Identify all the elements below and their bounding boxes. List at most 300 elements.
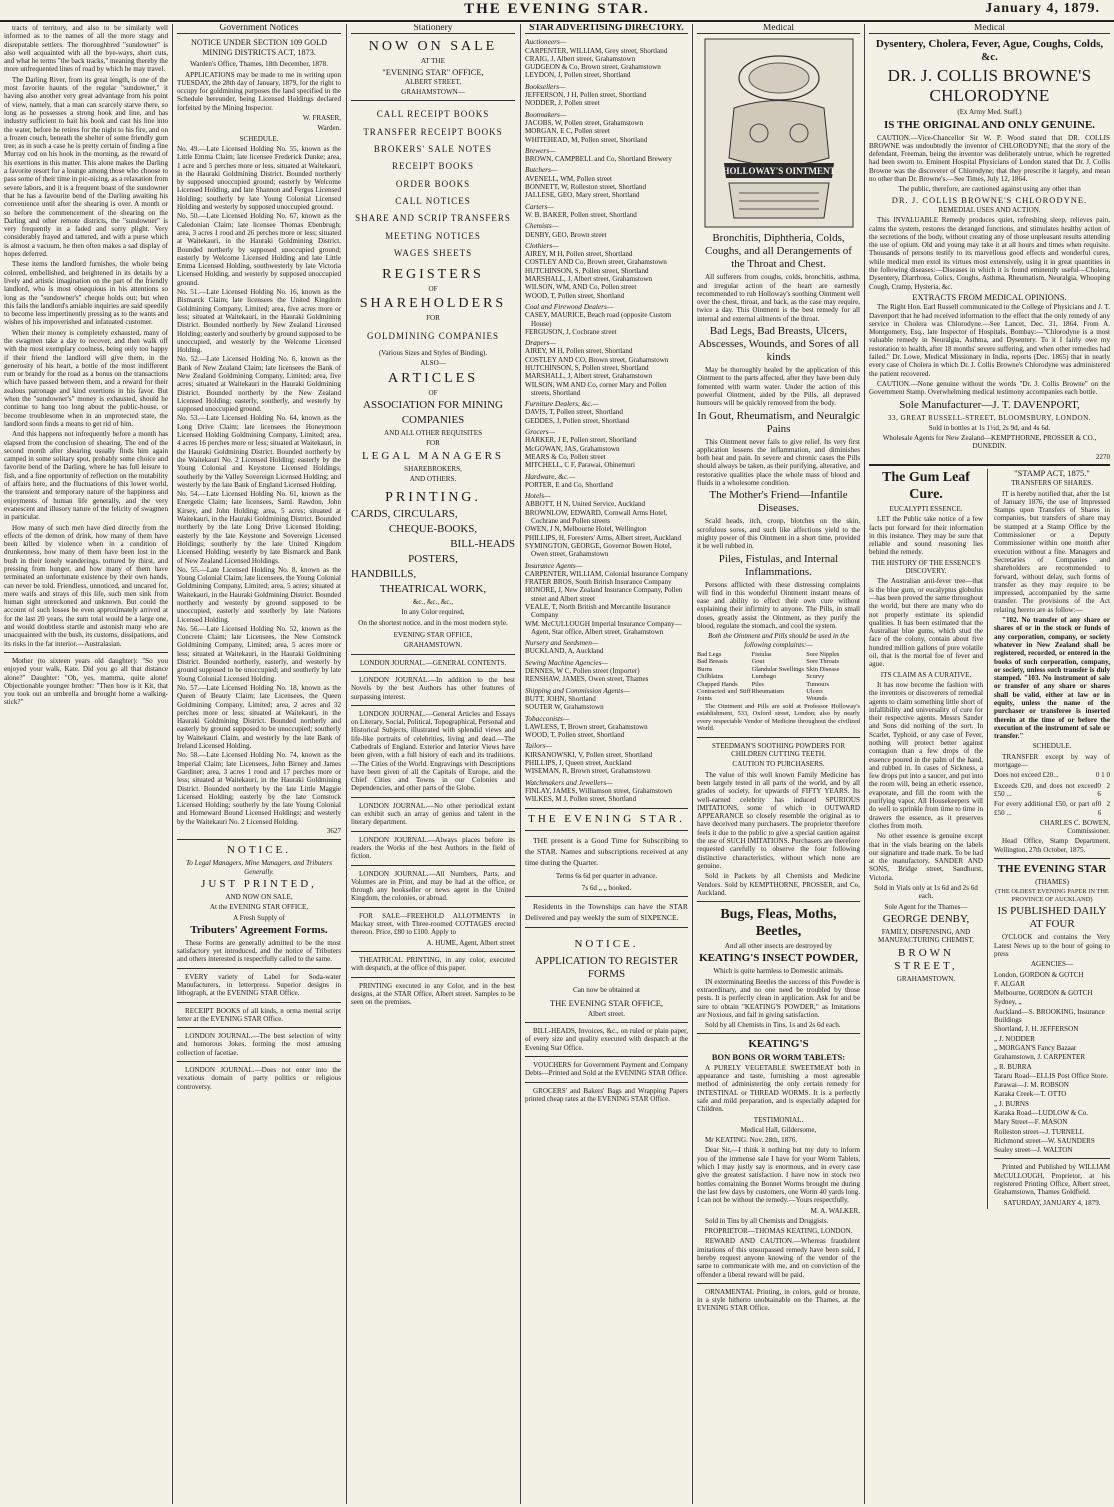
office-text: THE EVENING STAR OFFICE, (549, 998, 664, 1009)
ailment-item: Chilblains (697, 673, 724, 681)
story-paragraph: How many of such men have died directly from the effects of the demon of drink, how many of them have been killed by violence when in a condition of drunkenness, how many of them have been lost in the bush in their lonely wanderings, tortured by thirst, and pressing from hunger, and how many of them have terminated an unfortunate existence by their own hands, can never be told. Friendless, unnoticed, and uncared for, mere waifs and strays of this life, such men sink from human sight unreckoned and unknown. But could the account of such losses be even approximately arrived at for the last 20 years, the sum total would be a large one, and would doubtless startle and astonish many who are unacquainted with the bush, its customs, dissipations, and its risks in the far interior.—Australasian. (4, 523, 168, 648)
issue-date: SATURDAY, JANUARY 4, 1879. (1003, 1198, 1101, 1207)
ailments-column (752, 651, 806, 703)
sold-tins: Sold in Tins by all Chemists and Druggists. (705, 1216, 829, 1225)
ailments-column (806, 651, 860, 703)
bugs-tins: Sold by all Chemists in Tins, 1s and 2s 6d each. (705, 1021, 841, 1030)
ailment-item: Fistulas (751, 650, 772, 658)
masthead-title: THE EVENING STAR. (464, 1, 650, 17)
of2: OF (428, 388, 438, 397)
stamp-body: IT is hereby notified that, after the 1st of January 1876, the use of Impressed Stamps upon Transfers of Shares in companies, but transfers of share may be stamped at a Stamp Office by the Commissioner or a Deputy Commissioner within one month after execution without a fine. Managers and Secretaries of Companies and shareholders are recommended to forward, without delay, such forms of transfer as they may require to be impressed, accompanied by the same transfer. The provisions of the Act relating hereto are as follow:— (994, 489, 1110, 614)
directory-entry: WOOD, T, Pollen street, Shortland (525, 291, 625, 300)
fee-row (994, 782, 1110, 799)
divider (177, 1061, 341, 1062)
directory-list (525, 38, 688, 803)
directory-category: Booksellers— (525, 81, 566, 91)
just-printed: JUST PRINTED, (201, 877, 317, 890)
schedule-item: No. 57.—Late Licensed Holding No. 18, known as the Queen of Beauty Claim; late Licensees, the Queen Goldmining Company, Limited; area, 2 acres and 32 perches more or less; situated at Waitekauri, in the Hauraki Goldmining District. Bounded northerly and easterly by ground supposed to be unoccupied; southerly by Waitekauri Claim, and westerly by the late Bank of Ireland Licensed Holding. (177, 683, 341, 751)
column-rule (172, 24, 173, 1504)
gum-leaf-advert (869, 469, 988, 1209)
divider (994, 858, 1110, 859)
directory-entry: BROWNLOW, EDWARD, Cornwall Arms Hotel, Cochrane and Pollen streets (525, 508, 668, 526)
directory-category: Shipping and Commission Agents— (525, 685, 630, 695)
shareholders: SHAREHOLDERS (359, 296, 507, 312)
agent-entry: London, GORDON & GOTCH (994, 970, 1084, 979)
story-text (4, 24, 168, 707)
stamp-act-advert (994, 469, 1110, 1209)
fresh-supply: A Fresh Supply of (233, 913, 285, 922)
head-office: Head Office, Stamp Department, Wellington, 27th October, 1875. (994, 837, 1110, 854)
legal-managers: LEGAL MANAGERS (361, 449, 505, 462)
bugs-harmless: Which is quite harmless to Domestic animals. (713, 967, 844, 976)
directory-entry: COSTLEY AND CO, Brown street, Grahamstown (525, 355, 669, 364)
bugs-body: IN exterminating Beetles the success of this Powder is extraordinary, and no one need be troubled by those pests. It is perfectly clean in application. Ask for and be sure to obtain "KEATING'S POWDER," as Imitations are Noxious, and fail in giving satisfaction. (697, 977, 860, 1019)
binding-note: (Various Sizes and Styles of Binding). (378, 349, 488, 358)
holloway-following: Both the Ointment and Pills should be used in the following complaints:— (708, 632, 849, 649)
divider (994, 1158, 1110, 1159)
fee-list (994, 771, 1110, 816)
curative-heading: ITS CLAIM AS A CURATIVE. (880, 670, 972, 679)
section-header: Stationery (351, 24, 515, 34)
directory-entry: PORTER, E and Co, Shortland (525, 480, 613, 489)
on-sale: AND NOW ON SALE, (225, 892, 293, 901)
directory-entry: AIREY, M H, Pollen street, Shortland (525, 250, 633, 259)
directory-entry: WHITEHEAD, M, Pollen street, Shortland (525, 135, 648, 144)
divider (177, 1002, 341, 1003)
ailment-item: Piles (751, 680, 765, 688)
ailment-item: Skin Disease (806, 665, 840, 673)
directory-category: Drapers— (525, 338, 556, 348)
steedman-title: STEEDMAN'S SOOTHING POWDERS FOR CHILDREN CUTTING TEETH. (711, 741, 846, 759)
schedule-item: No. 49.—Late Licensed Holding No. 55, known as the Little Emma Claim; late licensee Frederick Dunke; area, 1 acre and 5 perches more or less, situated at Waitekauri, in the Hauraki Goldmining District. Bounded northerly by supposed unoccupied ground; easterly by Welcome Licensed Holding, and late Shannon and Fergus Licensed Holding; southerly by late Young Colonial Licensed Holding and westerly by supposed unoccupied ground. (177, 144, 341, 212)
agent-entry: „ R. BURRA (994, 1062, 1032, 1071)
directory-entry: WILKES, M J, Pollen street, Shortland (525, 795, 637, 804)
directory-entry: MORGAN, E C, Pollen street (525, 127, 610, 136)
directory-entry: MARSHALL, J, Albert street, Grahamstown (525, 275, 653, 284)
column-directory (525, 24, 688, 1504)
fee-label: Does not exceed £20... (994, 771, 1059, 780)
directory-entry: HUTCHINSON, S, Pollen street, Shortland (525, 266, 649, 275)
directory-category: Hardware, &c.— (525, 471, 576, 481)
stationery-item: TRANSFER RECEIPT BOOKS (363, 126, 503, 137)
curative-body: It has now become the fashion with the inventors or discoverers of remedial agents to claim something little short of infallibility and universality of cure for their respective agents. Messrs Sander and Sons did nothing of the sort. In Scarlet, Typhoid, or any case of Fever, nothing will protect better against contagion than a few drops of the essence poured in the palm of the hand, and rubbed in. In cases of Sickness, a few drops put into a saucer, and put into the room will, being an etheric essence, evaporate, and fill the room with the purifying vapor. All Housekeepers will do well to sprinkle from time to time in drawers the essence, as it preserves clothes from moth. (869, 680, 984, 830)
divider (697, 737, 860, 738)
denby-town: GRAHAMSTOWN. (896, 974, 956, 983)
directory-entry: LEYDON, J, Pollen street, Shortland (525, 71, 631, 80)
story-paragraph: The Darling River, from its great length, is one of the most favorite haunts of the regular "sundowner," it having also another very great advantage from his point of view, namely, that a man can scarcely starve there, so long as he possesses a strong hook and line, and has industry sufficient to bait his hook and cast his line into the water, before he retires for the night to his fire, and on a frozen couch, beneath the shelter of some friendly gum tree; as in such a case he is pretty certain of finding a fine Murray cod on his hook in the morning, as the reward of his exertions in this matter. This alone makes the Darling a favorite resort for a lounge among those who choose to pass some of their time in pic-nicing, as a relaxation from severe labors, and it is a frequent boast of the sundowner that he has a favourite bend of the Darling awaiting his convenience until after the shearing is over. A month or so before the commencement of the shearing on the Darling and other remote districts, the "sundowner" is very frequently in a faded and sorry plight. Very considerably frayed and tattered, and with a purse which is almost a vacuum, he then often makes a sad display of hopes deferred. (4, 75, 168, 259)
theatrical-work: THEATRICAL WORK, (379, 583, 487, 596)
registers: REGISTERS (382, 267, 484, 283)
history-body: The Australian anti-fever tree—that is the blue gum, or eucalyptus globulus—has been proved the same throughout the world, but there are many who do not properly estimate its splendid qualities. It has been estimated that the Australian blue gums, which stud the face of the colony, contain about five hundred million gallons of pure volatile oil, that is the mortal foe of fever and ague. (869, 577, 984, 669)
bill-heads: BILL-HEADS (450, 538, 515, 551)
column-stationery (351, 24, 515, 1504)
footer-office: EVENING STAR OFFICE, (393, 631, 473, 640)
column-rule (520, 24, 521, 1504)
divider (351, 654, 515, 655)
obtain-text: Can now be obtained at (573, 986, 640, 995)
chlorodyne-brand-2: DR. J. COLLIS BROWNE'S CHLORODYNE. (891, 194, 1088, 205)
receipt-books-advert: RECEIPT BOOKS of all kinds, n orma mental script letter at the EVENING STAR Office. (177, 1006, 341, 1023)
agent-entry: Karaka Creek—T. OTTO (994, 1090, 1067, 1099)
story-paragraph: tracts of territory, and also to be similarly well informed as to the names of all the more stagy and disreputable settlers. The thoroughbred "sundowner" is also well acquainted with all the bye-ways, short cuts, and what he terms "the back tracks," meaning thereby the more unfrequented lines of road by which he may travel. (4, 24, 168, 74)
stationery-item: MEETING NOTICES (385, 230, 481, 241)
holloway-heading: Bad Legs, Bad Breasts, Ulcers, Abscesses, Wounds, and Sores of all kinds (698, 325, 859, 364)
office-town: GRAHAMSTOWN— (401, 88, 465, 97)
notice2-title: NOTICE. (226, 844, 292, 857)
directory-entry: BUCKLAND, A, Auckland (525, 647, 604, 656)
divider (869, 464, 1110, 466)
ailments-table (697, 651, 860, 703)
colour-note: In any Color required, (401, 608, 465, 617)
keatings-title-2: KEATING'S (748, 1038, 809, 1051)
keatings-title: KEATING'S INSECT POWDER, (699, 952, 858, 965)
grocers-advert: GROCERS' and Bakers' Bags and Wrapping Papers printed cheap rates at the EVENING STAR Office. (525, 1086, 688, 1103)
divider (177, 839, 341, 840)
directory-entry: AIREY, M H, Pollen street, Shortland (525, 347, 633, 356)
ailment-item: Gout (751, 658, 765, 666)
schedule-item: No. 55.—Late Licensed Holding No. 8, known as the Young Colonial Claim; late licensees, the Young Colonial Goldmining Company, Limited; area, 5 acres; situated at Waitekauri, in the Hauraki Goldmining District. Bounded northerly and westerly by ground supposed to be unoccupied, easterly and southerly by late Nations Licensed Holding. (177, 565, 341, 624)
column-chlorodyne (869, 24, 1110, 1504)
section-header: STAR ADVERTISING DIRECTORY. (525, 24, 688, 34)
notice-title: NOTICE UNDER SECTION 109 GOLD MINING DISTRICTS ACT, 1873. (191, 38, 327, 58)
fee-value: 0 2 6 (1097, 800, 1110, 817)
stamp-title: "STAMP ACT, 1875." (1014, 467, 1090, 478)
divider (525, 896, 688, 897)
directory-entry: SOUTER W, Grahamstown (525, 703, 604, 712)
oldest-paper: (THE OLDEST EVENING PAPER IN THE PROVINCE OF AUCKLAND) (995, 888, 1109, 903)
directory-entry: CASEY, MAURICE, Beach road (opposite Custom House) (525, 311, 672, 328)
manufacturer-address: 33, GREAT RUSSELL-STREET, BLOOMSBURY, LONDON. (887, 413, 1091, 422)
directory-entry: BROWN, CAMPBELL and Co, Shortland Brewery (525, 155, 672, 164)
of: OF (428, 285, 438, 294)
directory-entry: GUDGEON & Co, Brown street, Grahamstown (525, 63, 661, 72)
billheads-advert: BILL-HEADS, Invoices, &c., on ruled or plain paper, of every size and quality executed with despatch at the Evening Star Office. (525, 1027, 688, 1052)
footer-town: GRAHAMSTOWN. (403, 641, 463, 650)
tributers-heading: Tributers' Agreement Forms. (190, 923, 328, 936)
divider (4, 652, 168, 653)
schedule-heading: SCHEDULE. (1032, 742, 1072, 751)
directory-entry: WILSON, WM AND Co, corner Mary and Pollen streets, Shortland (525, 380, 667, 397)
street-text: Albert street. (587, 1009, 626, 1018)
directory-entry: PHILLIPS, H, Foresters' Arms, Albert street, Auckland (525, 533, 682, 542)
testimonial-date: Mr KEATING. Nov. 28th, 1876. (705, 1136, 798, 1145)
ailment-item: Contracted and Stiff Joints (697, 687, 751, 703)
holloway-text: May be thoroughly healed by the application of this Ointment to the parts affected, after they have been duly fomented with warm water. Under the action of this powerful Ointment, aided by the Pills, all depraved humours will be quickly removed from the body. (697, 366, 860, 408)
for-sale-agent: A. HUME, Agent, Albert street (426, 938, 515, 947)
residents-text: Residents in the Townships can have the STAR Delivered and pay weekly the sum of SIXPENCE. (525, 902, 688, 923)
agent-entry: Auckland—S. BROOKING, Insurance Buildings (994, 1007, 1105, 1025)
column-rule (864, 24, 865, 1504)
directory-entry: JEFFERSON, J H, Pollen street, Shortland (525, 91, 647, 100)
notice-heading: NOTICE. (574, 938, 639, 951)
ailment-item: Scurvy (806, 673, 825, 681)
bonbons-body: A PURELY VEGETABLE SWEETMEAT both in appearance and taste, furnishing a most agreeable method of administering the only certain remedy for INTESTINAL or THREAD WORMS. It is a perfectly safe and mild preparation, and is especially adapted for Children. (697, 1063, 860, 1114)
fee-row (994, 800, 1110, 817)
column-rule (346, 24, 347, 1504)
ailment-item: Tumours (806, 680, 830, 688)
fee-label: For every additional £50, or part of £50 ... (994, 800, 1098, 817)
agent-entry: Sydney, „ (994, 998, 1022, 1007)
theatrical-printing-advert: THEATRICAL PRINTING, in any color, executed with despatch, at the office of this paper. (351, 955, 515, 973)
story-paragraph: When their money is completely exhausted, many of the swagmen take a day to recover, and then walk off with the most exemplary coolness, being only too happy if their friend the landlord will give them, in the generosity of his heart, a bottle of the most indifferent rum or brandy for the road as a bonus on the transactions which have passed between them, and a reward for their zealous patronage and kind exertions in his favor. But when the "sundowner's" money is exhausted, should he continue to hang too long about the public-house, or become troublesome when in an unprotected state, the landlord soon finds a means to get rid of him. (4, 328, 168, 428)
ailment-item: Wounds (806, 695, 828, 703)
directory-entry: JACOBS, W, Pollen street, Grahamstown (525, 118, 644, 127)
subscription-terms: Terms 6s 6d per quarter in advance. (555, 871, 658, 880)
printing-advert: PRINTING executed in any Color, and in the best designs, at the STAR Office, Albert street. Samples to be seen on the premises. (351, 981, 515, 1007)
holloway-text: Persons afflicted with these distressing complaints will find in this wonderful Ointment instant means of ease and ability to effect their own cure without explaining their infirmity to anyone. The Pills, in small doses, greatly assist the Ointment, as they purify the blood, regulate the stomach, and cool the system. (697, 580, 860, 631)
testimonial-body: Dear Sir,—I think it nothing but my duty to inform you of the immense sale I have for your Worm Tablets, which I may justly say is enormous, and in every case give the greatest satisfaction. I have now in stock two bottles containing the Bonnet Worms brought me during the last few days by customers, one Worm 40 yards long. I can not be without the remedy.—Yours respectfully, (697, 1146, 860, 1205)
agent-entry: Parawai—J. M. ROBSON (994, 1081, 1069, 1090)
stationery-item: WAGES SHEETS (393, 247, 473, 258)
directory-entry: FRATER BROS, South British Insurance Company (525, 578, 672, 587)
steedman-body: The value of this well known Family Medicine has been largely tested in all parts of the world, and by all grades of society, for upwards of FIFTY YEARS. Its well-earned celebrity has induced SPURIOUS IMITATIONS, some of which in OUTWARD APPEARANCE so closely resemble the original as to have deceived many purchasers. The proprietor therefore feels it due to the public to give a special caution against the use of SUCH IMITATIONS. Purchasers are therefore requested carefully to observe the four following distinctive characteristics, without which none are genuine. (697, 770, 860, 870)
handbills: HANDBILLS, (351, 568, 417, 581)
holloway-heading: The Mother's Friend—Infantile Diseases. (709, 489, 848, 515)
labels-advert: EVERY variety of Label for Soda-water Manufacturers, in letterpress. Superior designs in lithograph, at the EVENING STAR Office. (177, 972, 341, 998)
divider (351, 705, 515, 706)
office-name: "EVENING STAR" OFFICE, (382, 66, 484, 77)
divider (525, 1082, 688, 1083)
stationery-item: CALL NOTICES (395, 195, 471, 206)
directory-entry: WISEMAN, R, Brown street, Grahamstown (525, 767, 651, 776)
directory-entry: HONORE, J, New Zealand Insurance Company, Pollen street and Albert street (525, 586, 683, 603)
ailment-item: Rheumatism (751, 687, 784, 695)
ailment-item: Lumbago (751, 673, 777, 681)
story-paragraph: These items the landlord furnishes, the whole being colored, embellished, and heightened in its details by a lively and artistic imagination on the part of the friendly landlord, who is most obsequious in his attentions so long as the "sundowner's" cheque holds out; but when this fails the landlord's amiable inquiries are said speedily to become less impertinently pressing as to the wants and wishes of his impoverished and infatuated customer. (4, 260, 168, 327)
stationery-item: SHARE AND SCRIP TRANSFERS (355, 213, 511, 224)
directory-entry: W. B. BAKER, Pollen street, Shortland (525, 210, 637, 219)
lower-split (869, 469, 1110, 1209)
steedman-sold: Sold in Packets by all Chemists and Medicine Vendors. Sold by KEMPTHORNE, PROSSER, and Co, Auckland. (697, 872, 860, 897)
divider (177, 968, 341, 969)
directory-entry: FINLAY, JAMES, Williamson street, Grahamstown (525, 786, 673, 795)
directory-category: Insurance Agents— (525, 560, 583, 570)
divider (351, 977, 515, 978)
association: ASSOCIATION FOR MINING (363, 398, 503, 411)
london-journal-advert: LONDON JOURNAL.—No other periodical extant can exhibit such an array of genius and talent in the literary department. (351, 801, 515, 827)
directory-entry: CARPENTER, WILLIAM, Grey street, Shortland (525, 46, 668, 55)
london-contents: LONDON JOURNAL.—GENERAL CONTENTS. (359, 658, 507, 667)
sole-agent: Sole Agent for the Thames— (884, 902, 968, 911)
schedule-item: No. 56.—Late Licensed Holding No. 52, known as the Concrete Claim; late Licensees, the New Comstock Goldmining Company, Limited; area, 5 acres more or less; situated at Waitekauri, in the Hauraki Goldmining District. Bounded northerly, easterly, and westerly by ground supposed to be unoccupied; and southerly by late Young Colonial Licensed Holding. (177, 624, 341, 683)
directory-category: Auctioneers— (525, 37, 567, 47)
for-sale-advert: FOR SALE—FREEHOLD ALLOTMENTS in Mackay street, with Three-roomed COTTAGES erected thereon. Price, £80 to £100. Apply to (351, 911, 515, 937)
story-paragraph: Mother (to sixteen years old daughter): "So you enjoyed your walk, Kate. Did you go all that distance alone?" Daughter: "Oh, yes, mamma, quite alone! Objectionable younger brother: "Then how is it Kit, that you took out an umbrella and brought home a walking-stick?" (4, 656, 168, 707)
articles: ARTICLES (387, 370, 479, 386)
bottle-prices: Sold in bottles at 1s 1½d, 2s 9d, and 4s 6d. (928, 423, 1051, 432)
genuine-note: No other essence is genuine except that in the vials bearing on the labels our signature and trade mark. To be had at the manufactory, SANDER AND SONS, Bridge street, Sandhurst, Victoria. (869, 832, 984, 882)
directory-entry: BONNETT, W, Rolleston street, Shortland (525, 183, 647, 192)
denby-description: FAMILY, DISPENSING, AND MANUFACTURING CHEMIST, (878, 927, 974, 945)
posters: POSTERS, (408, 553, 458, 566)
directory-category: Carters— (525, 201, 554, 211)
london-journal-advert: LONDON JOURNAL.—In addition to the best Novels by the best Authors has other features of surpassing interest. (351, 675, 515, 701)
evening-star-title: THE EVENING STAR. (528, 812, 685, 825)
testimonial-place: Medical Hall, Gildersome, (740, 1125, 817, 1134)
directory-entry: FERGUSON, J, Cochrane street (525, 327, 617, 336)
directory-category: Tailors— (525, 741, 552, 751)
notice2-subtitle: To Legal Managers, Mine Managers, and Tributers Generally. (186, 859, 332, 876)
printed-by: Printed and Published by WILLIAM McCULLOUGH, Proprietor, at his registered Printing Office, Albert street, Grahamstown, Thames Goldfield. (994, 1163, 1110, 1197)
divider (351, 797, 515, 798)
thames-sub: (THAMES) (1035, 878, 1069, 887)
agent-entry: Mary Street—F. MASON (994, 1118, 1068, 1127)
agent-entry: Karaka Road—LUDLOW & Co. (994, 1108, 1089, 1117)
ailment-item: Chapped Hands (697, 680, 738, 688)
ailment-item: Bad Legs (697, 650, 722, 658)
divider (525, 808, 688, 809)
chlorodyne-genuine: IS THE ORIGINAL AND ONLY GENUINE. (883, 118, 1096, 131)
directory-entry: HUTCHINSON, S, Pollen street, Shortland (525, 363, 649, 372)
for2: FOR (426, 439, 440, 448)
etc: &c., &c., &c., (412, 598, 454, 607)
directory-entry: NODDER, J, Pollen street (525, 99, 600, 108)
london-journal-advert: LONDON JOURNAL.—Does not enter into the vexatious domain of party politics or religious controversy. (177, 1066, 341, 1091)
wholesale-ref: 2270 (1095, 452, 1110, 461)
ailment-item: Sore Nipples (806, 650, 840, 658)
and-others: AND OTHERS. (409, 474, 457, 483)
ailment-item: Ulcers (806, 687, 823, 695)
goldmining-companies: GOLDMINING COMPANIES (367, 330, 499, 341)
divider (351, 865, 515, 866)
directory-entry: VEALE, T, North British and Mercantile Insurance Company (525, 603, 671, 620)
chlorodyne-caution-2: CAUTION.—None genuine without the words "Dr. J. Collis Browne" on the Government Stamp. Overwhelming medical testimony accompanies each bottle. (869, 379, 1110, 397)
divider (351, 100, 515, 101)
divider (351, 951, 515, 952)
denby-name: GEORGE DENBY, (882, 912, 970, 925)
section-header: Government Notices (177, 24, 341, 34)
chlorodyne-brand: DR. J. COLLIS BROWNE'S CHLORODYNE (887, 66, 1092, 106)
sole-manufacturer: Sole Manufacturer—J. T. DAVENPORT, (899, 398, 1080, 411)
directory-entry: LAWLESS, T, Brown street, Grahamstown (525, 722, 648, 731)
testimonial-signature: M. A. WALKER. (810, 1206, 860, 1215)
thames-title: THE EVENING STAR (997, 863, 1107, 876)
schedule-item: No. 58.—Late Licensed Holding No. 74, known as the Imperial Claim; late Licensees, John Birney and James Gardiner; area, 3 acres 1 rood and 17 perches more or less; situated at Waitekauri, in the Hauraki Goldmining District. Bounded northerly by the late Little Maggie Licensed Holding; easterly by the late Comstock Licensed Holding; southerly by the late Young Colonial and Homeward Bound Licensed Holdings; and westerly by the Waitekauri No. 2 Licensed Holding. (177, 751, 341, 826)
agent-entry: Sealey street—J. WALTON (994, 1146, 1073, 1155)
divider (697, 1283, 860, 1284)
holloway-heading: Bronchitis, Diphtheria, Colds, Coughs, and all Derangements of the Throat and Chest. (705, 232, 852, 271)
published-daily: IS PUBLISHED DAILY AT FOUR (997, 905, 1107, 931)
directory-category: Watchmakers and Jewellers— (525, 777, 613, 787)
fee-label: Exceeds £20, and does not exceed £50 ... (994, 781, 1098, 798)
directory-entry: SYMINGTON, GEORGE, Governor Bowen Hotel, Owen street, Grahamstown (525, 541, 672, 559)
stationery-item: ORDER BOOKS (395, 178, 471, 189)
holloway-text: This Ointment never fails to give relief. Its very first application lessens the inflammation, and diminishes both heat and pain. In severe and chronic cases the Pills should always be taken, as their purifying, alterative, and restorative qualities place the whole mass of blood and fluids in a wholesome condition. (697, 437, 860, 488)
divider (177, 1027, 341, 1028)
agent-entry: Grahamstown, J. CARPENTER (994, 1053, 1086, 1062)
divider (525, 1056, 688, 1057)
masthead (0, 0, 1114, 22)
divider (351, 671, 515, 672)
agent-entry: Rolleston street—J. TURNELL (994, 1127, 1084, 1136)
stationery-item: CALL RECEIPT BOOKS (376, 109, 490, 120)
fee-value: 0 1 0 (1095, 771, 1110, 780)
section-header: Medical (697, 24, 860, 34)
chlorodyne-staff: (Ex Army Med. Staff.) (957, 108, 1022, 117)
directory-category: Sewing Machine Agencies— (525, 657, 608, 667)
fee-row (994, 771, 1110, 779)
directory-category: Nursery and Seedsmen— (525, 638, 599, 648)
for: FOR (426, 314, 440, 323)
chlorodyne-public: The public, therefore, are cautioned against using any other than (898, 185, 1081, 194)
ailment-item: Burns (697, 665, 713, 673)
schedule-item: No. 54.—Late Licensed Holding No. 61, known as the Energetic Claim; late licensees, Saml. Rawdon, John Kirsey, and John Holding; area, 5 acres; situated at Waitekauri, in the Hauraki Goldmining District. Bounded northerly by the late Long Drive Licensed Holding; easterly by the late Keystone and Sovereign Licensed Holdings; southerly by the late United Kingdom Licensed Holding; westerly by late Bismarck and Bank of New Zealand Licensed Holdings. (177, 490, 341, 565)
directory-category: Coal and Firewood Dealers— (525, 301, 614, 311)
directory-entry: COSTLEY AND Co, Brown street, Grahamstown (525, 258, 667, 267)
ailment-item: Sore Throats (806, 658, 839, 666)
column-medical-holloway (697, 24, 860, 1504)
directory-category: Bootmakers— (525, 109, 567, 119)
gum-title: The Gum Leaf Cure. (882, 469, 970, 502)
holloway-heading: Piles, Fistulas, and Internal Inflammations. (718, 552, 839, 578)
directory-entry: WILSON, WM, AND Co, Pollen street (525, 283, 637, 292)
cards: CARDS, CIRCULARS, (351, 508, 458, 521)
directory-category: Hotels— (525, 491, 551, 501)
london-journal-advert: LONDON JOURNAL.—The best selection of witty and humorous Jokes, forming the most amusing collection of facetiae. (177, 1032, 341, 1057)
agent-entry: „ MORGAN'S Fancy Bazaar (994, 1043, 1077, 1052)
testimonial-title: TESTIMONIAL. (753, 1115, 804, 1124)
directory-entry: CRAIG, J, Albert street, Grahamstown (525, 54, 636, 63)
directory-entry: KIRSANOWSKI, V, Pollen street, Shortland (525, 750, 653, 759)
ailments-banner: Dysentery, Cholera, Fever, Ague, Coughs, Colds, &c. (875, 38, 1104, 64)
stamp-body-2: "102. No transfer of any share or shares of or in the stock or funds of any corporation, company, or society whatever in New Zealand shall be registered, recorded, or entered in the books of such corporation, company, or society, unless such transfer is duly stamped. "103. No instrument of sale or transfer of any share or shares shall be valid, either at law or in equity, unless the name of the purchaser or transferee is inserted therein at the time of or before the execution of the instrument of sale or transfer." (994, 616, 1110, 741)
requisites: AND ALL OTHER REQUISITES (383, 428, 483, 437)
notice-body: APPLICATIONS may be made to me in writing upon TUESDAY, the 28th day of January, 1879, for the right to occupy for goldmining purposes the land specified in the Schedule hereunder, being Licensed Holdings declared forfeited by the Mining Inspector. (177, 70, 341, 112)
directory-entry: McGOWAN, JAS, Grahamstown (525, 444, 620, 453)
holloway-ointment-engraving (704, 38, 854, 228)
schedule-item: No. 50.—Late Licensed Holding No. 67, known as the Caledonian Claim; late licensee Thomas Ebenbrugh; area, 3 acres 1 rood and 26 perches more or less; situated at Waitekauri, in the Hauraki Goldmining District. Bounded northerly by supposed unoccupied ground; easterly by Welcome Licensed Holding and late Little Emma Licensed Holding, southwesterly by late Victoria Licensed Holding, and westerly by supposed unoccupied ground. (177, 212, 341, 287)
denby-street: BROWN STREET, (894, 946, 958, 972)
also: ALSO— (420, 359, 446, 368)
gum-subtitle: EUCALYPTI ESSENCE. (889, 504, 963, 513)
subscription-text: THE present is a Good Time for Subscribing to the STAR. Names and subscriptions received at any time during the Quarter. (525, 835, 688, 867)
chlorodyne-caution: CAUTION.—Vice-Chancellor Sir W. P. Wood stated that DR. COLLIS BROWNE was undoubtedly the inventor of CHLORODYNE; that the story of the defendant, Freeman, being the inventor was deliberately untrue, which he regretted had been sworn to. Eminent Hospital Physicians of London stated that Dr. J. Collis Browne was the discoverer of Chlorodyne; that they prescribe it largely, and mean no other than Dr. Browne's.—See Times, July 12, 1864. (869, 133, 1110, 184)
holloway-text: All sufferers from coughs, colds, bronchitis, asthma, and irregular action of the heart are earnestly recommended to rub Holloway's soothing Ointment well over the chest, throat, and back, as the case may require, twice a day. This Ointment is the best remedy for all internal and external ailments of the throat. (697, 273, 860, 323)
fee-value: 0 2 6 (1097, 781, 1110, 798)
agent-entry: F. ALGAR (994, 979, 1025, 988)
schedule-ref: 3627 (326, 827, 341, 836)
companies: COMPANIES (401, 413, 465, 426)
stationery-item: BROKERS' SALE NOTES (373, 144, 493, 155)
directory-category: Clothiers— (525, 240, 559, 250)
stationery-item: RECEIPT BOOKS (391, 161, 475, 172)
sharebrokers: SHAREBROKERS, (404, 464, 462, 473)
remedial-body: This INVALUABLE Remedy produces quiet, refreshing sleep, relieves pain, calms the system, restores the deranged functions, and stimulates healthy action of the secretions of the body, without creating any of those unpleasant results attending the use of opium. Old and young may take it at all hours and times when requisite. Thousands of persons testify to its marvellous good effects and wonderful cures, while medical men extol its virtues most extensively, using it in great quantities in the following diseases:—Diseases in which it is found eminently useful—Cholera, Dysentery, Diarrhoea, Colics, Coughs, Asthma, Rheumatism, Neuralgia, Whooping Cough, Cramp, Hysteria, &c. (869, 216, 1110, 291)
schedule-item: No. 53.—Late Licensed Holding No. 64, known as the Long Drive Claim; late licensees the Honeymoon Licensed Holding Goldmining Company, Limited; area, 4 acres 16 perches more or less; situated at Waitekauri, in the Hauraki Goldmining District. Bounded northerly by the Waitekauri No. 2 Licensed Holding; easterly by the Young Colonial and Keystone Licensed Holdings; southerly by the Valley Sovereign Licensed Holding; and westerly by the late Bank of England Licensed Holding. (177, 414, 341, 489)
extracts-body: The Right Hon. Earl Russell communicated to the College of Physicians and J. T. Davenport that he had received information to the effect that the only remedy of any service in Cholera was Chlorodyne.—See Lancet, Dec. 31, 1864. From A. Montgomery, Esq., late Inspector of Hospitals, Bombay:—"Chlorodyne is a most valuable remedy in Neuralgia, Asthma, and Dysentery. To it I fairly owe my restoration to health, after 18 months' severe suffering, and when other remedies had failed." Dr. Lowe, Medical Missionary in India, reports (Dec. 1865) that in nearly every case of Cholera in which Dr. J. Collis Browne's Chlorodyne was administered the patient recovered. (869, 303, 1110, 378)
agent-entry: Tararu Road—ELLIS Post Office Store. (994, 1071, 1108, 1080)
steedman-caution: CAUTION TO PURCHASERS. (732, 760, 825, 769)
column-story (4, 24, 168, 1504)
directory-entry: DENBY, GEO, Brown street (525, 230, 607, 239)
divider (525, 927, 688, 928)
transfer-line: TRANSFER except by way of mortgage— (994, 752, 1110, 770)
directory-entry: WOOD, T, Pollen street, Shortland (525, 731, 625, 740)
agencies-heading: AGENCIES— (1030, 960, 1074, 969)
schedule-item: No. 51.—Late Licensed Holding No. 16, known as the Bismarck Claim; late licensees the United Kingdom Goldmining Company, Limited; area, five acres more or less; situated at Waitekauri, in the Hauraki Goldmining District. Bounded northerly by New Zealand Licensed Holding; easterly and southerly by ground supposed to be unoccupied, and westerly by the Welcome Licensed Holding. (177, 288, 341, 355)
cheque-books: CHEQUE-BOOKS, (388, 523, 478, 536)
divider (351, 907, 515, 908)
vouchers-advert: VOUCHERS for Government Payment and Company Debts—Printed and Sold at the EVENING STAR Office. (525, 1060, 688, 1078)
directory-entry: CARPENTER, WILLIAM, Colonial Insurance Company (525, 569, 688, 578)
notice-note: On the shortest notice, and in the most modern style. (358, 618, 508, 627)
directory-entry: RENSHAW, JAMES, Owen street, Thames (525, 675, 649, 684)
bonbons-title: BON BONS OR WORM TABLETS: (711, 1052, 846, 1063)
sold-vials: Sold in Vials only at 1s 6d and 2s 6d each. (874, 884, 978, 901)
remedial-heading: REMEDIAL USES AND ACTION. (938, 205, 1041, 214)
gum-intro: LET the Public take notice of a few facts put forward for their information in this instance. They may be sure that reliable and sound reasoning lies behind the remedy. (869, 515, 984, 557)
holloway-heading: In Gout, Rheumatism, and Neuralgic Pains (697, 409, 860, 435)
